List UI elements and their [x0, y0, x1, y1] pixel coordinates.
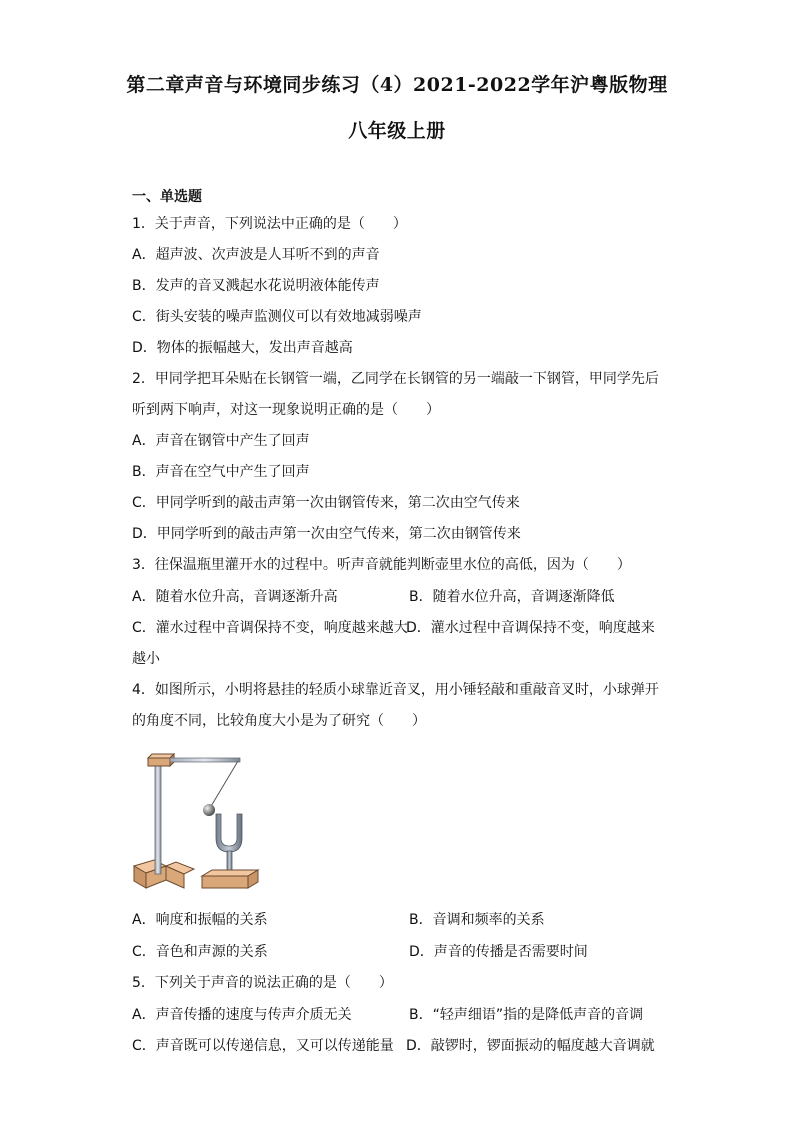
- question-4-stem-line-2: 的角度不同，比较角度大小是为了研究（ ）: [132, 713, 426, 729]
- question-1-option-c[interactable]: C．街头安装的噪声监测仪可以有效地减弱噪声: [132, 309, 422, 325]
- question-4-option-c[interactable]: C．音色和声源的关系: [132, 944, 268, 960]
- question-3-option-c[interactable]: C．灌水过程中音调保持不变，响度越来越大: [132, 620, 408, 636]
- question-1-option-b[interactable]: B．发声的音叉溅起水花说明液体能传声: [132, 278, 380, 294]
- question-5-option-d[interactable]: D．敲锣时，锣面振动的幅度越大音调就: [406, 1038, 655, 1054]
- tuning-fork: [216, 814, 242, 875]
- question-5-option-a[interactable]: A．声音传播的速度与传声介质无关: [132, 1007, 352, 1023]
- stand-base: [134, 860, 194, 888]
- fork-base: [202, 870, 258, 888]
- section-heading: 一、单选题: [132, 189, 202, 205]
- light-ball: [203, 804, 215, 816]
- question-2-option-a[interactable]: A．声音在钢管中产生了回声: [132, 433, 310, 449]
- tuning-fork-figure: [130, 742, 266, 894]
- question-4-option-b[interactable]: B．音调和频率的关系: [409, 912, 545, 928]
- question-3-stem: 3．往保温瓶里灌开水的过程中。听声音就能判断壶里水位的高低，因为（ ）: [132, 557, 631, 573]
- question-2-option-d[interactable]: D．甲同学听到的敲击声第一次由空气传来，第二次由钢管传来: [132, 526, 521, 542]
- question-3-option-a[interactable]: A．随着水位升高，音调逐渐升高: [132, 589, 338, 605]
- question-5-stem: 5．下列关于声音的说法正确的是（ ）: [132, 975, 393, 991]
- question-2-stem-line-1: 2．甲同学把耳朵贴在长钢管一端，乙同学在长钢管的另一端敲一下钢管，甲同学先后: [132, 371, 659, 387]
- document-title-line-1: 第二章声音与环境同步练习（4）2021-2022学年沪粤版物理: [126, 74, 668, 96]
- question-4-option-d[interactable]: D．声音的传播是否需要时间: [409, 944, 588, 960]
- question-1-stem: 1．关于声音，下列说法中正确的是（ ）: [132, 216, 407, 232]
- question-3-option-d-continued: 越小: [132, 651, 160, 667]
- pendulum-string: [210, 761, 238, 808]
- question-2-option-c[interactable]: C．甲同学听到的敲击声第一次由钢管传来，第二次由空气传来: [132, 495, 520, 511]
- question-4-stem-line-1: 4．如图所示，小明将悬挂的轻质小球靠近音叉，用小锤轻敲和重敲音叉时，小球弹开: [132, 682, 659, 698]
- question-5-option-c[interactable]: C．声音既可以传递信息，又可以传递能量: [132, 1038, 394, 1054]
- document-title-line-2: 八年级上册: [348, 120, 446, 142]
- question-4-option-a[interactable]: A．响度和振幅的关系: [132, 912, 268, 928]
- stand-arm: [170, 758, 240, 762]
- question-1-option-d[interactable]: D．物体的振幅越大，发出声音越高: [132, 340, 353, 356]
- question-1-option-a[interactable]: A．超声波、次声波是人耳听不到的声音: [132, 247, 380, 263]
- question-3-option-d[interactable]: D．灌水过程中音调保持不变，响度越来: [406, 620, 655, 636]
- question-3-option-b[interactable]: B．随着水位升高，音调逐渐降低: [409, 589, 615, 605]
- question-2-stem-line-2: 听到两下响声，对这一现象说明正确的是（ ）: [132, 402, 440, 418]
- question-5-option-b[interactable]: B．“轻声细语”指的是降低声音的音调: [409, 1007, 644, 1023]
- stand-rod: [155, 756, 161, 874]
- question-2-option-b[interactable]: B．声音在空气中产生了回声: [132, 464, 310, 480]
